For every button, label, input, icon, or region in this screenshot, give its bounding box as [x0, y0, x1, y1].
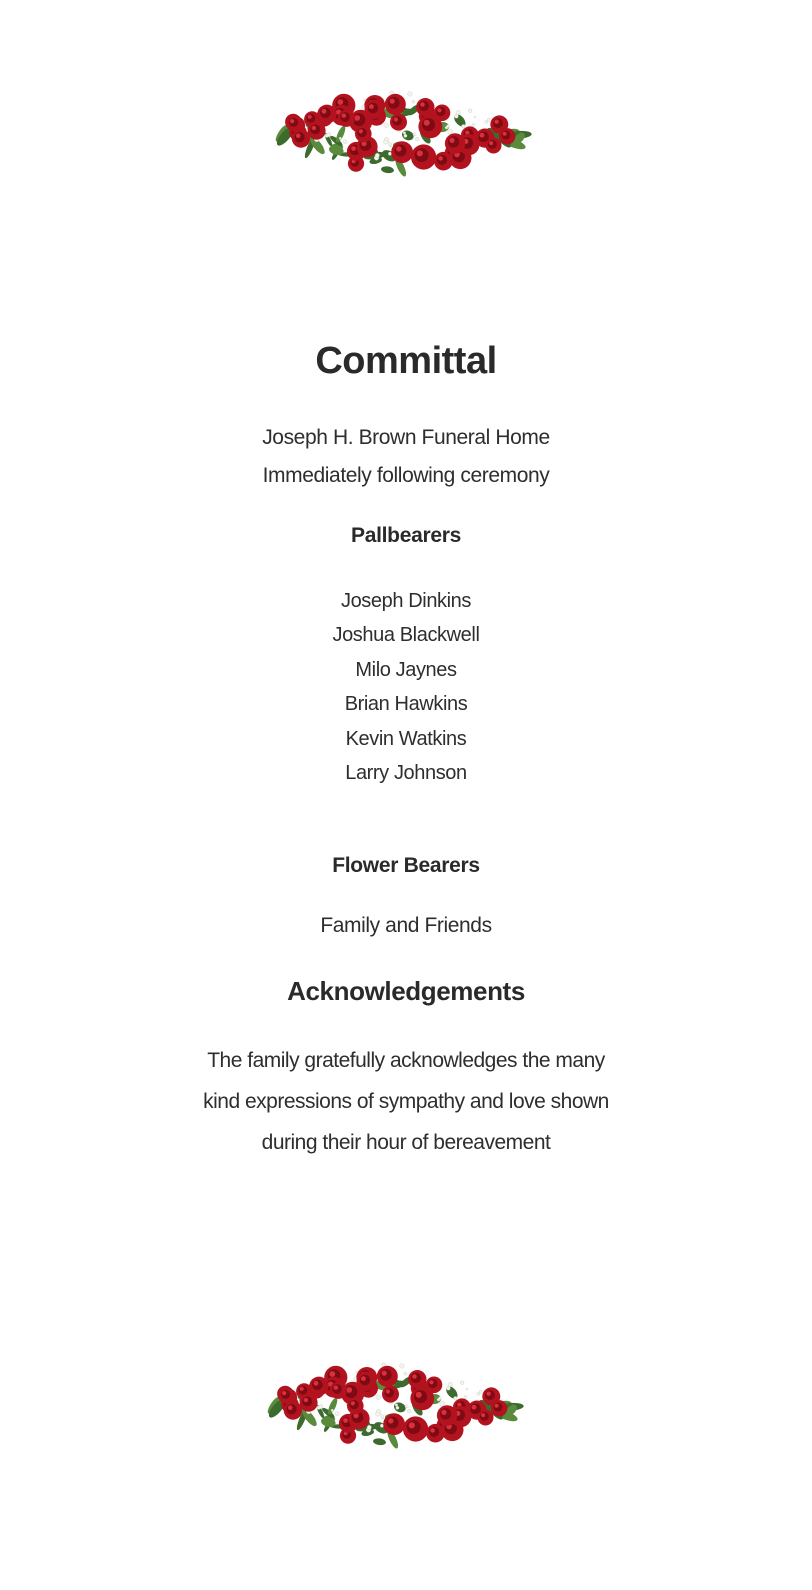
rose-shape — [437, 1405, 457, 1425]
rose-shape — [445, 133, 465, 153]
pallbearer-name: Brian Hawkins — [344, 693, 468, 716]
babys-breath-shape — [447, 125, 450, 128]
babys-breath-shape — [339, 137, 341, 139]
babys-breath-shape — [400, 1364, 405, 1369]
babys-breath-shape — [335, 1412, 339, 1416]
babys-breath-shape — [468, 109, 472, 113]
rose-shape — [426, 1377, 443, 1394]
pallbearer-name: Larry Johnson — [345, 761, 467, 784]
pallbearer-name: Joseph Dinkins — [340, 590, 472, 612]
leaf-shape — [400, 129, 415, 142]
acknowledgements-text — [0, 1040, 812, 1163]
pallbearers-list — [0, 584, 812, 790]
acknowledgements-paragraph: The family gratefully acknowledges the many kind expressions of sympathy and love shown during their hour of bereavement — [203, 1049, 609, 1154]
babys-breath-shape — [462, 125, 466, 129]
page-title: Committal — [315, 340, 497, 382]
rose-shape — [499, 128, 515, 144]
babys-breath-shape — [388, 152, 391, 155]
babys-breath-shape — [460, 1381, 464, 1385]
babys-breath-shape — [477, 1393, 480, 1396]
babys-breath-shape — [466, 1388, 468, 1390]
babys-breath-shape — [405, 1405, 408, 1408]
babys-breath-shape — [376, 1412, 380, 1416]
rose-shape — [292, 129, 310, 147]
babys-breath-shape — [403, 132, 406, 135]
babys-breath-shape — [448, 129, 453, 134]
rose-shape — [330, 1382, 347, 1399]
rose-shape — [391, 141, 413, 163]
babys-breath-shape — [384, 123, 389, 128]
rose-shape — [338, 110, 355, 127]
rose-shape — [357, 1372, 376, 1391]
rose-shape — [355, 126, 372, 143]
rose-spray-bottom-icon — [262, 1328, 524, 1468]
pallbearer-name: Milo Jaynes — [355, 658, 457, 681]
rose-shape — [284, 1401, 302, 1419]
babys-breath-shape — [456, 110, 461, 115]
rose-shape — [390, 114, 407, 131]
rose-shape — [486, 138, 502, 154]
babys-breath-shape — [395, 1404, 398, 1407]
rose-shape — [317, 105, 336, 124]
babys-breath-shape — [440, 1401, 445, 1406]
babys-breath-shape — [389, 142, 392, 145]
babys-breath-shape — [485, 121, 488, 124]
rose-shape — [434, 105, 451, 122]
flower-bearers-heading: Flower Bearers — [332, 854, 480, 877]
rose-shape — [382, 1386, 399, 1403]
babys-breath-shape — [439, 1397, 442, 1400]
rose-shape — [347, 1398, 364, 1415]
babys-breath-shape — [384, 140, 388, 144]
leaf-shape — [381, 166, 395, 174]
rose-shape — [408, 1370, 426, 1388]
rose-shape — [416, 98, 434, 116]
rose-shape — [377, 1366, 398, 1387]
timing-line: Immediately following ceremony — [262, 464, 550, 487]
babys-breath-shape — [327, 132, 331, 136]
rose-shape — [403, 1416, 428, 1441]
babys-breath-shape — [448, 1382, 453, 1387]
babys-breath-shape — [404, 134, 407, 137]
babys-breath-shape — [454, 1397, 458, 1401]
flower-bearers-text: Family and Friends — [320, 914, 492, 937]
babys-breath-shape — [319, 1404, 323, 1408]
pallbearers-heading: Pallbearers — [351, 524, 461, 547]
babys-breath-shape — [472, 124, 475, 127]
pallbearer-name: Kevin Watkins — [345, 727, 467, 750]
babys-breath-shape — [376, 1395, 381, 1400]
babys-breath-shape — [408, 1409, 412, 1413]
babys-breath-shape — [412, 100, 415, 103]
babys-breath-shape — [404, 1372, 407, 1375]
location-line: Joseph H. Brown Funeral Home — [262, 426, 550, 449]
pallbearer-name: Joshua Blackwell — [332, 624, 480, 647]
babys-breath-shape — [396, 1406, 399, 1409]
babys-breath-shape — [416, 137, 420, 141]
rose-shape — [491, 1400, 507, 1416]
babys-breath-shape — [408, 92, 413, 97]
babys-breath-shape — [331, 1409, 333, 1411]
rose-shape — [383, 1413, 405, 1435]
babys-breath-shape — [367, 1425, 371, 1429]
babys-breath-shape — [381, 1414, 384, 1417]
babys-breath-shape — [464, 1396, 467, 1399]
rose-spray-top-icon — [270, 56, 532, 196]
babys-breath-shape — [474, 116, 476, 118]
rose-shape — [309, 1377, 328, 1396]
babys-breath-shape — [413, 133, 416, 136]
leaf-shape — [373, 1438, 387, 1446]
babys-breath-shape — [343, 140, 347, 144]
leaf-shape — [392, 1401, 407, 1414]
rose-shape — [411, 144, 436, 169]
rose-shape — [385, 94, 406, 115]
babys-breath-shape — [380, 1424, 383, 1427]
babys-breath-shape — [375, 153, 379, 157]
rose-shape — [478, 1410, 494, 1426]
rose-shape — [365, 100, 384, 119]
acknowledgements-heading: Acknowledgements — [287, 976, 525, 1006]
